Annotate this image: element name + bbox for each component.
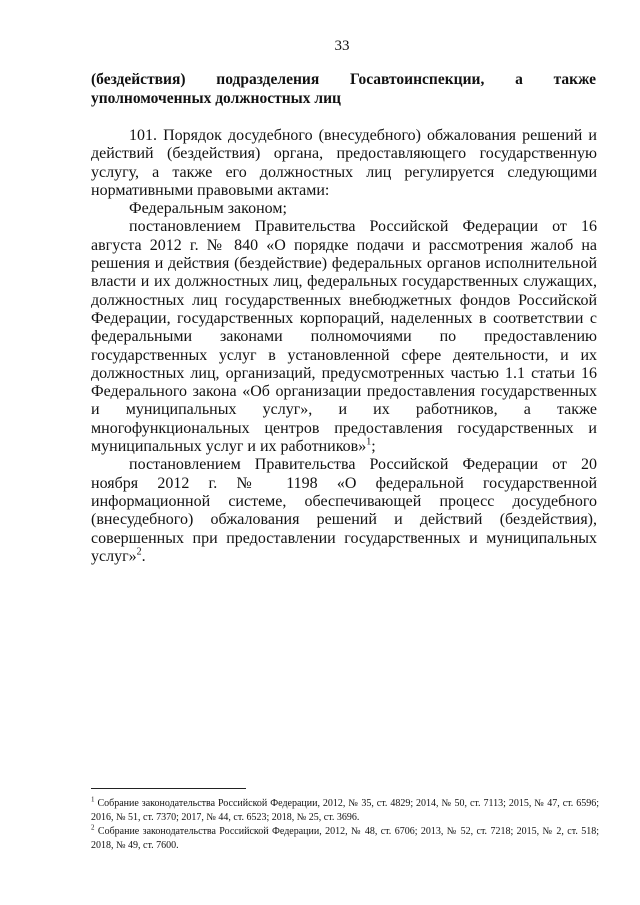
heading-word: также <box>553 71 596 88</box>
heading-line-2: уполномоченных должностных лиц <box>91 90 341 107</box>
paragraph-text: 101. Порядок досудебного (внесудебного) обжалования решений и действий (бездействия) органа, предоставляющего государственную услугу, а также его должностных лиц регулируется следующими нормативными правовыми актами: <box>91 127 597 199</box>
footnote-divider <box>91 788 246 789</box>
footnote-reference: 1 <box>366 436 372 448</box>
footnote-reference: 2 <box>136 546 142 558</box>
paragraph-101 <box>91 127 597 200</box>
footnote-text: Собрание законодательства Российской Федерации, 2012, № 48, ст. 6706; 2013, № 52, ст. 7218; 2015, № 2, ст. 518; 2018, № 49, ст. 7600. <box>91 826 599 851</box>
heading-word: (бездействия) <box>91 71 186 88</box>
footnotes <box>91 797 599 853</box>
heading-word: Госавтоинспекции, <box>349 71 485 88</box>
footnote-mark: 1 <box>91 795 95 804</box>
paragraph-text: Федеральным законом; <box>129 200 287 218</box>
footnote-2 <box>91 825 599 852</box>
heading-line-1 <box>91 70 596 89</box>
paragraph-punctuation: . <box>141 547 146 565</box>
paragraph-federal-law <box>91 200 597 218</box>
footnote-1 <box>91 797 599 824</box>
paragraph-punctuation: ; <box>371 438 376 456</box>
paragraph-resolution-840 <box>91 218 597 456</box>
body-text <box>91 127 597 566</box>
paragraph-text: постановлением Правительства Российской Федерации от 20 ноября 2012 г. № 1198 «О федеральной государственной информационной системе, обеспечивающей процесс досудебного (внесудебного) обжалования решений и действий (бездействия), совершенных при предоставлении государственных и муниципальных услуг» <box>91 456 597 565</box>
section-heading <box>91 70 596 108</box>
heading-word: а <box>515 71 523 88</box>
paragraph-text: постановлением Правительства Российской Федерации от 16 августа 2012 г. № 840 «О порядке подачи и рассмотрения жалоб на решения и действия (бездействие) федеральных органов исполнительной власти и их должностных лиц, федеральных государственных служащих, должностных лиц государственных внебюджетных фондов Российской Федерации, государственных корпораций, наделенных в соответствии с федеральными законами полномочиями по предоставлению государственных услуг в установленной сфере деятельности, и их должностных лиц, организаций, предусмотренных частью 1.1 статьи 16 Федерального закона «Об организации предоставления государственных и муниципальных услуг», и их работников, а также многофункциональных центров предоставления государственных и муниципальных услуг и их работников» <box>91 218 597 456</box>
page-number: 33 <box>334 38 350 54</box>
paragraph-resolution-1198 <box>91 456 597 566</box>
heading-word: подразделения <box>216 71 320 88</box>
footnote-mark: 2 <box>91 823 95 832</box>
footnote-text: Собрание законодательства Российской Федерации, 2012, № 35, ст. 4829; 2014, № 50, ст. 7113; 2015, № 47, ст. 6596; 2016, № 51, ст. 7370; 2017, № 44, ст. 6523; 2018, № 25, ст. 3696. <box>91 798 600 823</box>
